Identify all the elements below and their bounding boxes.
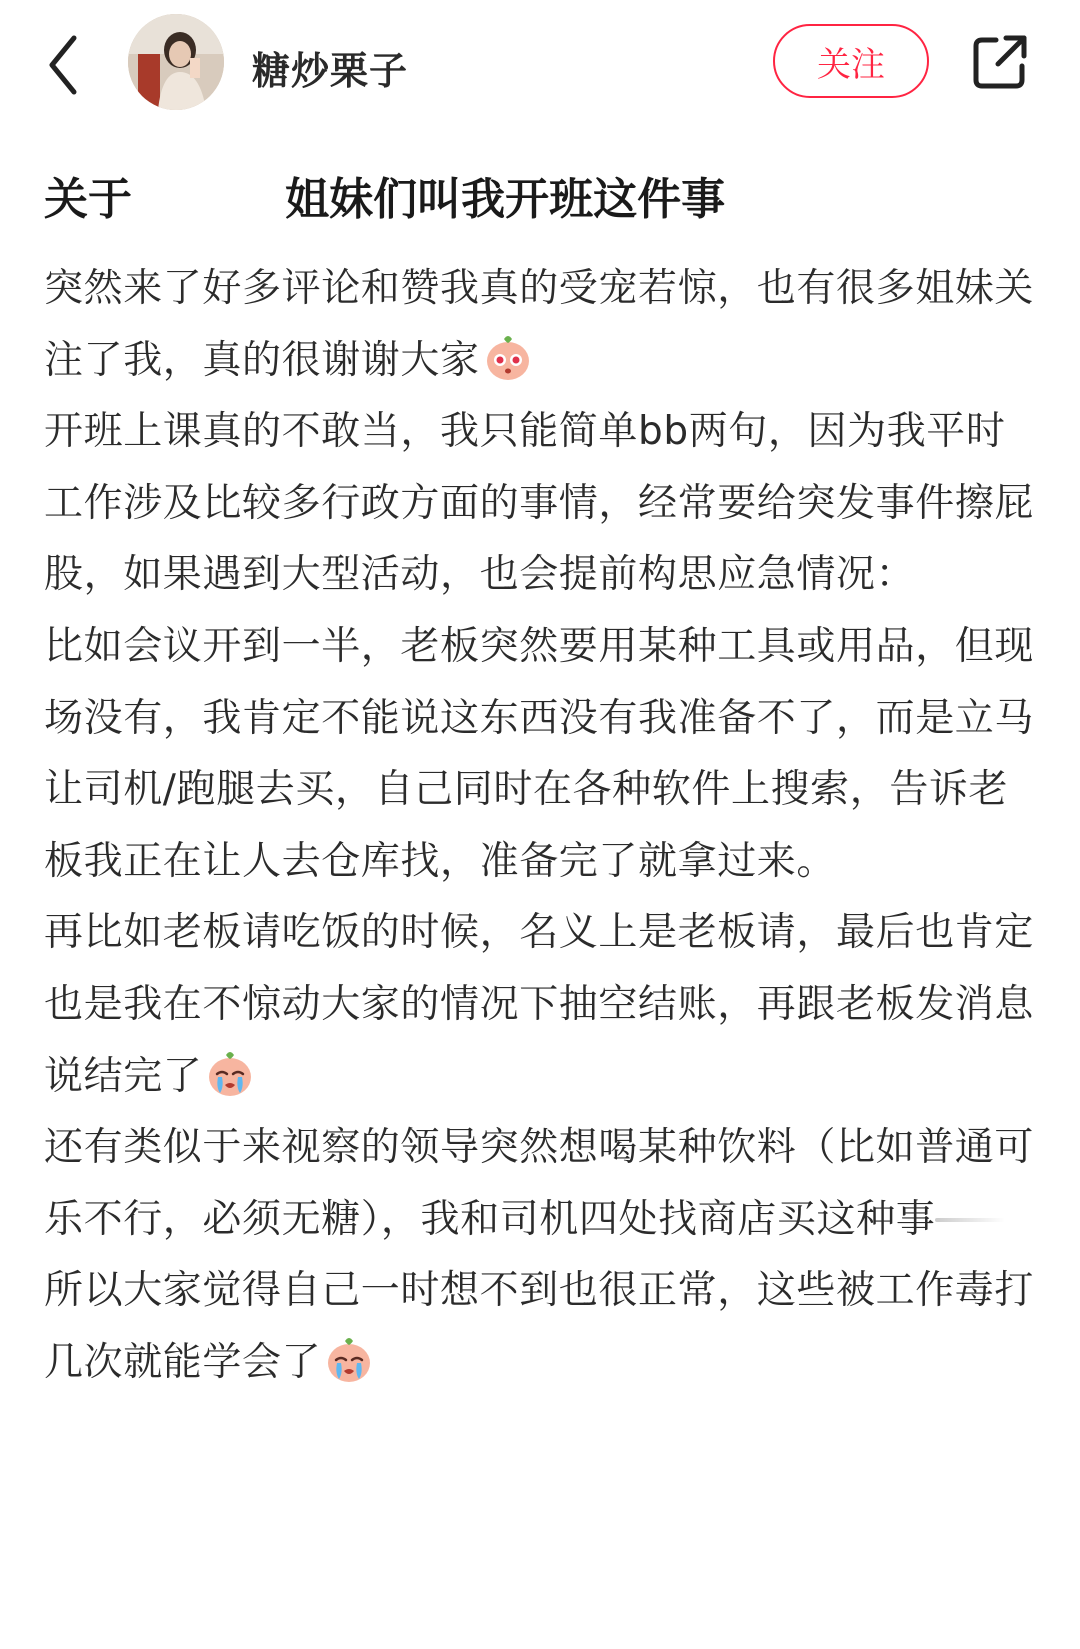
trailing-dash [935, 1218, 1005, 1222]
author-avatar[interactable] [128, 14, 224, 110]
post-header [0, 0, 1080, 130]
paragraph [44, 611, 1036, 897]
paragraph-text: 所以大家觉得自己一时想不到也很正常，这些被工作毒打几次就能学会了 [44, 1268, 1035, 1385]
share-icon [970, 32, 1030, 92]
paragraph-text: 突然来了好多评论和赞我真的受宠若惊，也有很多姐妹关注了我，真的很谢谢大家 [44, 266, 1035, 383]
crying-face-emoji [204, 1047, 256, 1099]
paragraph-text: 还有类似于来视察的领导突然想喝某种饮料（比如普通可乐不行，必须无糖），我和司机四处找商店买这种事 [44, 1125, 1035, 1242]
post-body [44, 253, 1036, 1399]
paragraph [44, 1255, 1036, 1398]
chevron-left-icon [40, 30, 90, 100]
paragraph-text: 开班上课真的不敢当，我只能简单bb两句，因为我平时工作涉及比较多行政方面的事情，经常要给突发事件擦屁股，如果遇到大型活动，也会提前构思应急情况： [44, 409, 1035, 598]
paragraph [44, 897, 1036, 1112]
back-button[interactable] [40, 30, 90, 100]
post-title: 关于 姐妹们叫我开班这件事 [44, 174, 726, 225]
author-name[interactable]: 糖炒栗子 [252, 49, 409, 93]
shy-face-emoji [482, 331, 534, 383]
paragraph [44, 1112, 1036, 1255]
paragraph [44, 253, 1036, 396]
crying-face-emoji [323, 1333, 375, 1385]
paragraph-text: 再比如老板请吃饭的时候，名义上是老板请，最后也肯定也是我在不惊动大家的情况下抽空结账，再跟老板发消息说结完了 [44, 910, 1035, 1099]
share-button[interactable] [970, 32, 1030, 92]
follow-button[interactable]: 关注 [773, 24, 929, 98]
paragraph-text: 比如会议开到一半，老板突然要用某种工具或用品，但现场没有，我肯定不能说这东西没有我准备不了，而是立马让司机/跑腿去买，自己同时在各种软件上搜索，告诉老板我正在让人去仓库找，准备完了就拿过来。 [44, 623, 1035, 884]
paragraph [44, 396, 1036, 611]
